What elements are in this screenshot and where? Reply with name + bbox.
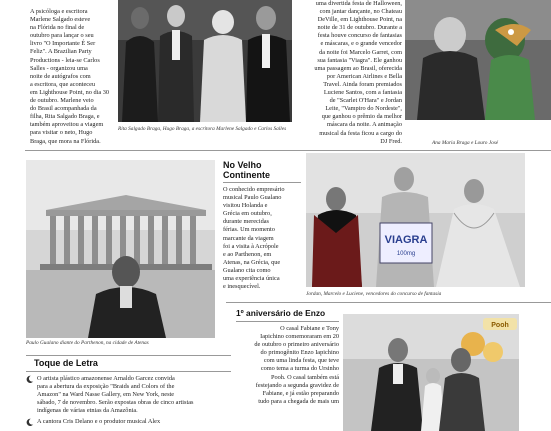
photo2-caption: Ana Maria Braga e Louro José: [432, 140, 499, 146]
text-line: O artista plástico amazonense Arnaldo Garcez convida: [37, 375, 175, 382]
text-line: Grécia em outubro,: [223, 210, 272, 218]
text-line: férias. Um momento: [223, 226, 275, 234]
text-line: do Brasil acompanhada da: [30, 105, 97, 113]
text-line: DJ Fred.: [380, 137, 402, 145]
text-line: musical da festa ficou a cargo do: [319, 129, 402, 137]
text-line: festejando a segunda gravidez de: [255, 381, 339, 389]
velho-title-line1: No Velho: [223, 160, 262, 170]
text-line: e inesquecível.: [223, 283, 261, 291]
text-line: de outubro. Marlene veio: [30, 97, 94, 105]
text-line: Gualano cita como: [223, 266, 271, 274]
photo-costume-winners: [306, 153, 525, 287]
text-line: visitou Holanda e: [223, 202, 268, 210]
pooh-sign: Pooh: [491, 322, 509, 329]
text-line: Iapichino comemoraram em 20: [260, 333, 339, 341]
text-line: Productions - leia-se Carlos: [30, 56, 100, 64]
separator-1: [25, 150, 551, 151]
separator-2: [226, 302, 551, 303]
text-line: noite de autógrafos com: [30, 72, 91, 80]
text-line: Atenas, na Grécia, que: [223, 258, 281, 266]
text-line: Amazon" na Ward Nasse Gallery, em New York, neste: [37, 391, 175, 399]
text-line: para visitar o neto, Hugo: [30, 129, 93, 137]
text-line: na Flórida no final de: [30, 24, 85, 32]
crescent-moon-icon: [26, 375, 34, 383]
text-line: a escritora, que aconteceu: [30, 80, 96, 88]
text-line: que ganhou o prêmio da melhor: [321, 113, 402, 121]
photo-parthenon-image: [26, 160, 215, 338]
text-line: Fabiane, e já estão preparando: [262, 389, 339, 397]
section-aniversario: [236, 308, 339, 406]
text-line: festa houve concurso de fantasias: [317, 32, 402, 40]
aniversario-title: 1º aniversário de Enzo: [236, 308, 326, 318]
article-halloween-text: [298, 0, 402, 146]
text-line: foi a visita à Acrópole: [223, 242, 279, 250]
aniversario-title-rule: [236, 321, 339, 322]
text-line: marcante da viagem: [223, 234, 274, 242]
section-toque-de-letra: [26, 355, 231, 427]
text-line: noite de 31 de outubro. Durante a: [317, 24, 402, 32]
text-line: tudo para a chegada de mais um: [258, 397, 339, 405]
text-line: livro "O Importante É Ser: [30, 40, 96, 48]
photo-book-signing: [118, 0, 292, 122]
toque-title: Toque de Letra: [34, 358, 98, 368]
text-line: e máscaras, e o grande vencedor: [320, 40, 402, 48]
text-line: outubro para lançar o seu: [30, 32, 94, 40]
text-line: filha, Rita Salgado Braga, e: [30, 113, 100, 121]
text-line: Marlene Salgado esteve: [30, 16, 91, 24]
photo1-caption: Rita Salgado Braga, Hugo Braga, a escritora Marlene Salgado e Carlos Salles: [118, 126, 287, 132]
photo-enzo-family-image: [343, 314, 519, 431]
viagra-sub: 100mg: [396, 251, 416, 257]
text-line: da noite foi Marcelo Garret, com: [319, 48, 402, 56]
text-line: em Lighthouse Point, no dia 30: [30, 88, 110, 96]
text-line: O conhecido empresário: [223, 186, 285, 193]
photo-parthenon: [26, 160, 215, 338]
velho-title-rule: [223, 182, 301, 183]
toque-item-2: [26, 418, 231, 426]
photo-book-signing-image: [118, 0, 292, 122]
text-line: sábado, 7 de novembro. Serão expostas obras de cinco artistas: [37, 399, 194, 407]
crescent-moon-icon: [26, 418, 34, 426]
text-line: indígenas de várias etnias da Amazônia.: [37, 407, 138, 415]
article-marlene-text: [30, 8, 116, 146]
text-line: do primogênito Enzo Iapichino: [260, 349, 339, 357]
velho-title-line2: Continente: [223, 170, 270, 180]
text-line: uma passagem ao Brasil, oferecida: [314, 64, 402, 72]
viagra-sign: VIAGRA: [384, 234, 428, 246]
text-line: máscara da noite. A animação: [326, 121, 402, 129]
text-line: Braga, que mora na Flórida.: [30, 137, 101, 145]
section-velho-continente: [223, 160, 301, 291]
text-line: DeVille, em Lighthouse Point, na: [317, 16, 402, 24]
toque-top-rule: [26, 355, 231, 356]
text-line: Travel. Ainda foram premiados: [323, 80, 402, 88]
text-line: de "Scarlet O'Hara" e Jordan: [329, 97, 402, 105]
photo3-caption: Paulo Gualano diante do Parthenon, na cidade de Atenas: [26, 340, 149, 346]
text-line: com uma linda festa, que teve: [263, 357, 339, 365]
text-line: Leite, "Vampiro do Nordeste",: [325, 105, 402, 113]
aniversario-text: [236, 325, 339, 406]
text-line: Luciene Santos, com a fantasia: [323, 89, 402, 97]
text-line: musical Paulo Gualano: [223, 194, 282, 202]
text-line: O casal Fabiane e Tony: [280, 325, 339, 332]
text-line: sua fantasia "Viagra". Ele ganhou: [317, 56, 402, 64]
text-line: como tema a turma do Ursinho: [260, 365, 339, 373]
text-line: uma experiência única: [223, 275, 280, 283]
photo-ana-maria-image: [405, 0, 551, 120]
text-line: Pooh. O casal também está: [270, 373, 339, 381]
toque-item-2-text: A cantora Cris Delano e o produtor musical Alex: [37, 418, 161, 426]
photo-ana-maria: [405, 0, 551, 120]
text-line: Feliz". A Brazilian Party: [30, 48, 92, 56]
text-line: para a abertura da exposição "Braids and Colors of the: [37, 383, 175, 391]
text-line: uma divertida festa de Halloween,: [315, 0, 402, 7]
text-line: Salles - organizou uma: [30, 64, 88, 72]
text-line: A psicóloga e escritora: [30, 8, 88, 15]
text-line: e ao Parthenon, em: [223, 250, 272, 258]
toque-title-rule: [26, 371, 231, 372]
text-line: também aproveitou a viagem: [30, 121, 104, 129]
article-marlene-lines: [30, 8, 116, 146]
photo4-caption: Jordan, Marcelo e Luciene, vencedores do concurso de fantasia: [306, 291, 442, 297]
velho-text: [223, 186, 301, 291]
toque-item-1: [26, 375, 231, 415]
toque-item-1-text: [37, 375, 231, 415]
text-line: durante merecidas: [223, 218, 269, 226]
photo-costume-winners-image: [306, 153, 525, 287]
text-line: com jantar dançante, no Chateau: [319, 8, 402, 16]
article-halloween-lines: [298, 0, 402, 146]
text-line: de outubro o primeiro aniversário: [254, 341, 339, 349]
text-line: por American Airlines e Bella: [326, 72, 402, 80]
photo-enzo-family: [343, 314, 519, 431]
